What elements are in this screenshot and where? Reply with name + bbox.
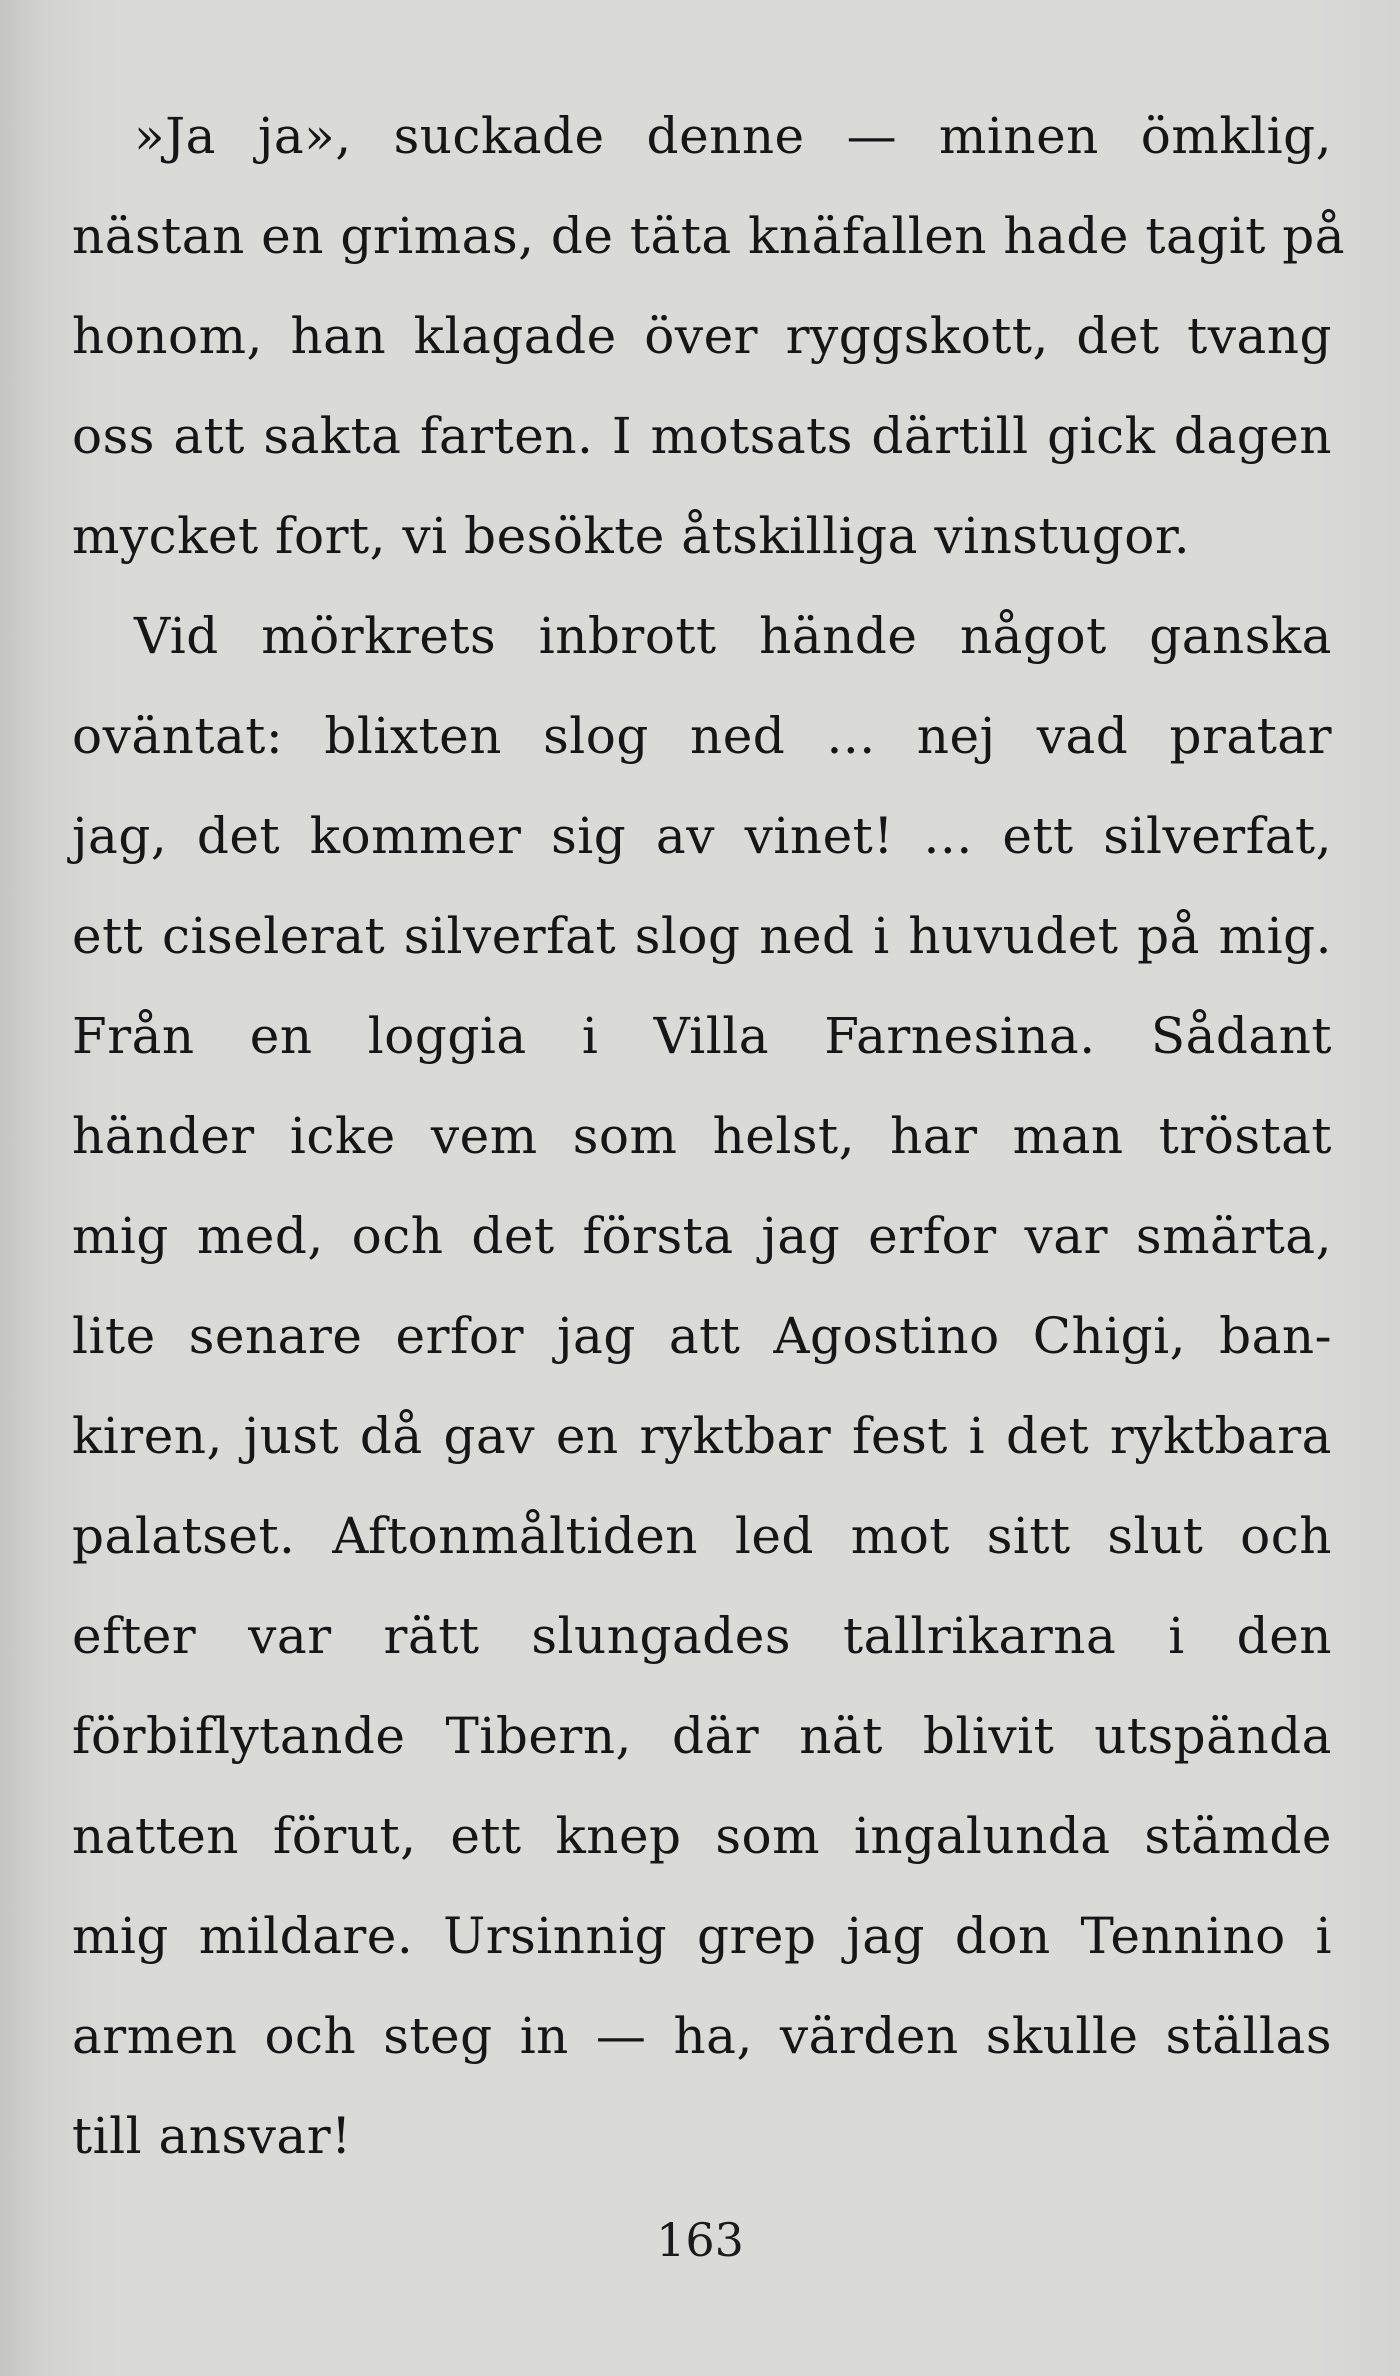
text-line: Från en loggia i Villa Farnesina. Sådant [72,1007,1332,1065]
text-line: efter var rätt slungades tallrikarna i den [72,1607,1332,1665]
text-line: oväntat: blixten slog ned ... nej vad pratar [72,707,1332,765]
text-line: kiren, just då gav en ryktbar fest i det ryktbara [72,1407,1332,1465]
text-line: jag, det kommer sig av vinet! ... ett silverfat, [72,807,1332,865]
text-line: nästan en grimas, de täta knäfallen hade tagit på [72,207,1346,265]
text-line: armen och steg in — ha, värden skulle ställas [72,2007,1332,2065]
text-line: palatset. Aftonmåltiden led mot sitt slut och [72,1507,1332,1565]
text-line: händer icke vem som helst, har man tröstat [72,1107,1332,1165]
text-line: Vid mörkrets inbrott hände något ganska [134,607,1332,665]
text-line: till ansvar! [72,2107,352,2165]
text-line: natten förut, ett knep som ingalunda stämde [72,1807,1332,1865]
text-line: förbiflytande Tibern, där nät blivit utspända [72,1707,1332,1765]
text-line: lite senare erfor jag att Agostino Chigi, ban- [72,1307,1332,1365]
text-line: mig mildare. Ursinnig grep jag don Tennino i [72,1907,1332,1965]
text-line: honom, han klagade över ryggskott, det tvang [72,307,1332,365]
text-line: oss att sakta farten. I motsats därtill gick dagen [72,407,1332,465]
text-line: »Ja ja», suckade denne — minen ömklig, [134,107,1332,165]
text-line: mig med, och det första jag erfor var smärta, [72,1207,1332,1265]
text-line: ett ciselerat silverfat slog ned i huvudet på mig. [72,907,1332,965]
page-number: 163 [656,2213,744,2267]
text-line: mycket fort, vi besökte åtskilliga vinstugor. [72,507,1191,565]
body-text [72,86,1346,2186]
